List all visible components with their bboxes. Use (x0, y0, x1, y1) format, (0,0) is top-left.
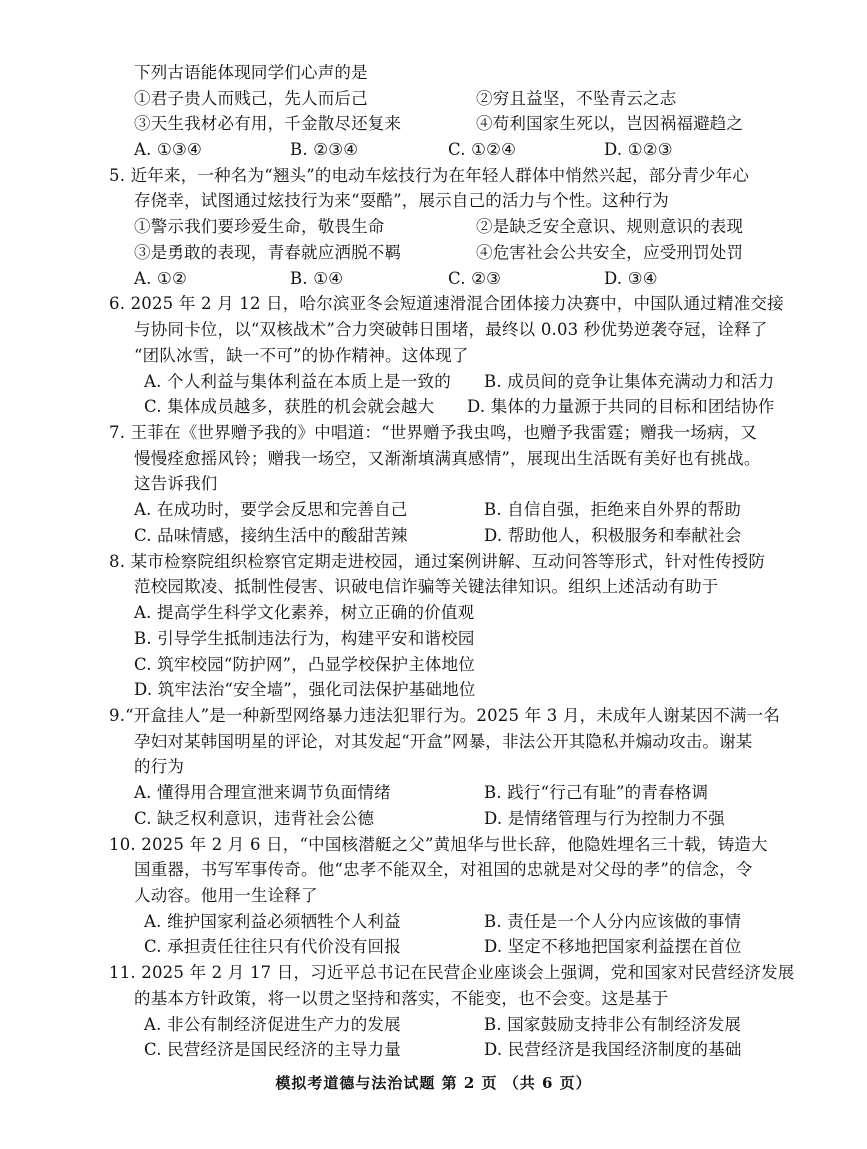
q9-stem-line-1: 9.“开盒挂人”是一种新型网络暴力违法犯罪行为。2025 年 3 月，未成年人谢某因不满一名 (109, 706, 781, 725)
q5-option-a: A. ①② (134, 269, 187, 288)
q7-option-d: D. 帮助他人，积极服务和奉献社会 (484, 526, 742, 545)
q9-option-c: C. 缺乏权利意识，违背社会公德 (134, 809, 375, 828)
q8-stem-line-2: 范校园欺凌、抵制性侵害、识破电信诈骗等关键法律知识。组织上述活动有助于 (134, 577, 719, 596)
q5-stem-line-2: 存侥幸，试图通过炫技行为来“耍酷”，展示自己的活力与个性。这种行为 (134, 191, 669, 210)
q4-option-a: A. ①③④ (134, 140, 202, 159)
q10-option-b: B. 责任是一个人分内应该做的事情 (484, 912, 742, 931)
q9-stem-line-3: 的行为 (134, 757, 185, 776)
q9-option-b: B. 践行“行己有耻”的青春格调 (484, 783, 709, 802)
q4-option-d: D. ①②③ (604, 140, 673, 159)
q7-option-a: A. 在成功时，要学会反思和完善自己 (134, 500, 408, 519)
q4-statement-3: ③天生我材必有用，千金散尽还复来 (134, 114, 402, 133)
q5-option-c: C. ②③ (448, 269, 502, 288)
q5-statement-4: ④危害社会公共安全，应受刑罚处罚 (476, 243, 744, 262)
q7-option-b: B. 自信自强，拒绝来自外界的帮助 (484, 500, 742, 519)
q4-statement-2: ②穷且益坚，不坠青云之志 (476, 89, 677, 108)
q5-option-b: B. ①④ (290, 269, 344, 288)
q8-option-b: B. 引导学生抵制违法行为，构建平安和谐校园 (134, 629, 475, 648)
q8-stem-line-1: 8. 某市检察院组织检察官定期走进校园，通过案例讲解、互动问答等形式，针对性传授防 (109, 552, 766, 571)
q6-stem-line-2: 与协同卡位，以“双核战术”合力突破韩日围堵，最终以 0.03 秒优势逆袭夺冠，诠释了 (134, 320, 768, 339)
q10-stem-line-3: 人动容。他用一生诠释了 (134, 886, 318, 905)
q5-stem-line-1: 5. 近年来，一种名为“翘头”的电动车炫技行为在年轻人群体中悄然兴起，部分青少年心 (109, 166, 750, 185)
q9-option-a: A. 懂得用合理宣泄来调节负面情绪 (134, 783, 391, 802)
q4-statement-4: ④苟利国家生死以，岂因祸福避趋之 (476, 114, 744, 133)
q5-statement-1: ①警示我们要珍爱生命，敬畏生命 (134, 217, 385, 236)
q7-option-c: C. 品味情感，接纳生活中的酸甜苦辣 (134, 526, 408, 545)
q6-option-b: B. 成员间的竞争让集体充满动力和活力 (484, 372, 775, 391)
q5-option-d: D. ③④ (604, 269, 658, 288)
q7-stem-line-1: 7. 王菲在《世界赠予我的》中唱道：“世界赠予我虫鸣，也赠予我雷霆；赠我一场病，又 (109, 423, 758, 442)
q4-statement-1: ①君子贵人而贱己，先人而后己 (134, 89, 368, 108)
q11-option-a: A. 非公有制经济促进生产力的发展 (144, 1015, 401, 1034)
q10-stem-line-1: 10. 2025 年 2 月 6 日，“中国核潜艇之父”黄旭华与世长辞，他隐姓埋名三十载，铸造大 (109, 835, 768, 854)
q7-stem-line-3: 这告诉我们 (134, 474, 218, 493)
q4-option-b: B. ②③④ (290, 140, 359, 159)
q9-option-d: D. 是情绪管理与行为控制力不强 (484, 809, 725, 828)
q11-option-c: C. 民营经济是国民经济的主导力量 (144, 1040, 401, 1059)
page-footer: 模拟考道德与法治试题 第 2 页 （共 6 页） (275, 1074, 592, 1092)
q6-option-a: A. 个人利益与集体利益在本质上是一致的 (144, 372, 451, 391)
q9-stem-line-2: 孕妇对某韩国明星的评论，对其发起“开盒”网暴，非法公开其隐私并煽动攻击。谢某 (134, 732, 753, 751)
q4-option-c: C. ①②④ (448, 140, 517, 159)
q5-statement-2: ②是缺乏安全意识、规则意识的表现 (476, 217, 744, 236)
q5-statement-3: ③是勇敢的表现，青春就应洒脱不羁 (134, 243, 402, 262)
q11-stem-line-1: 11. 2025 年 2 月 17 日，习近平总书记在民营企业座谈会上强调，党和国家对民营经济发展 (109, 963, 795, 982)
q8-option-a: A. 提高学生科学文化素养，树立正确的价值观 (134, 603, 475, 622)
q10-option-a: A. 维护国家利益必须牺牲个人利益 (144, 912, 401, 931)
q4-stem: 下列古语能体现同学们心声的是 (134, 63, 368, 82)
q11-option-b: B. 国家鼓励支持非公有制经济发展 (484, 1015, 742, 1034)
q6-stem-line-1: 6. 2025 年 2 月 12 日，哈尔滨亚冬会短道速滑混合团体接力决赛中，中国队通过精准交接 (109, 294, 784, 313)
q6-option-c: C. 集体成员越多，获胜的机会就会越大 (144, 397, 435, 416)
q10-stem-line-2: 国重器，书写军事传奇。他“忠孝不能双全，对祖国的忠就是对父母的孝”的信念，令 (134, 860, 753, 879)
q8-option-c: C. 筑牢校园“防护网”，凸显学校保护主体地位 (134, 655, 475, 674)
q6-option-d: D. 集体的力量源于共同的目标和团结协作 (467, 397, 775, 416)
q10-option-c: C. 承担责任往往只有代价没有回报 (144, 937, 401, 956)
q7-stem-line-2: 慢慢痊愈摇风铃；赠我一场空，又渐渐填满真感情”，展现出生活既有美好也有挑战。 (134, 449, 761, 468)
q10-option-d: D. 坚定不移地把国家利益摆在首位 (484, 937, 742, 956)
q11-option-d: D. 民营经济是我国经济制度的基础 (484, 1040, 742, 1059)
q8-option-d: D. 筑牢法治“安全墙”，强化司法保护基础地位 (134, 680, 476, 699)
q6-stem-line-3: “团队冰雪，缺一不可”的协作精神。这体现了 (134, 346, 469, 365)
q11-stem-line-2: 的基本方针政策，将一以贯之坚持和落实，不能变，也不会变。这是基于 (134, 989, 669, 1008)
